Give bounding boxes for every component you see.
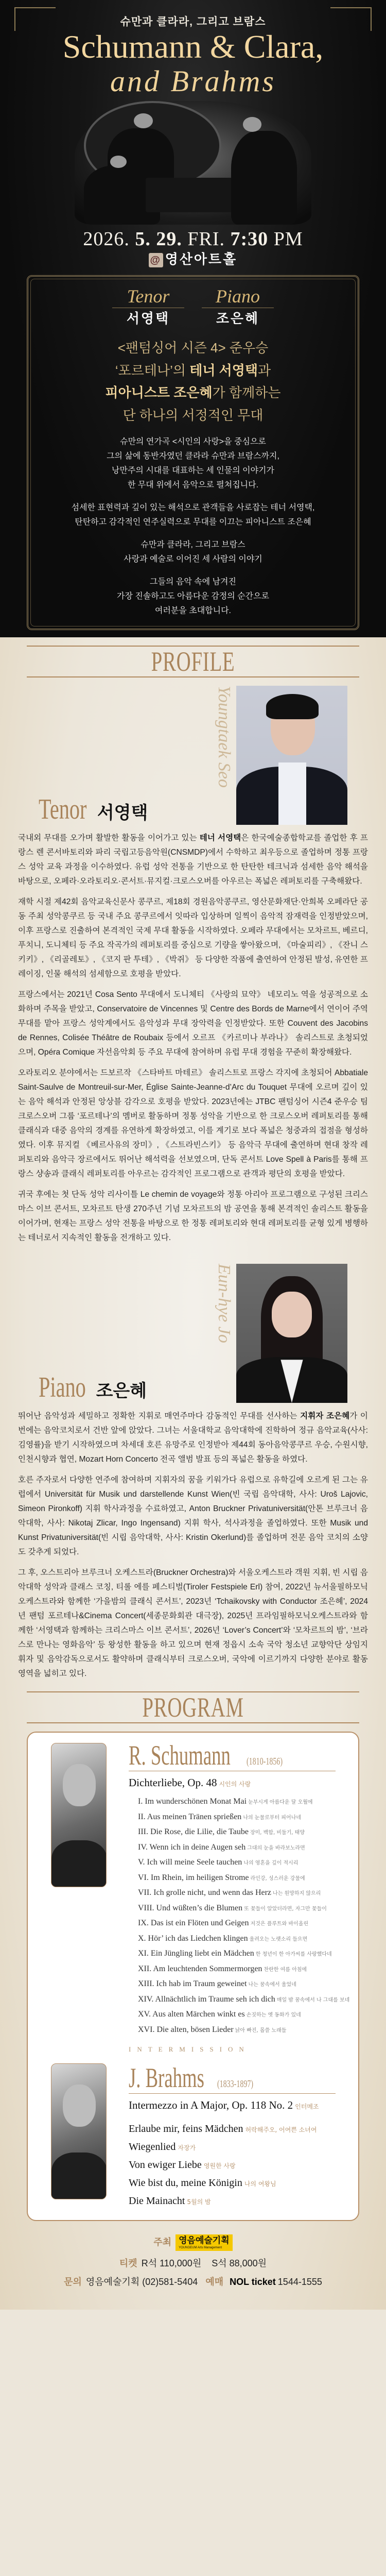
song-item: XII. Am leuchtenden Sommermorgen 찬란한 여름 아침에 <box>138 1964 307 1973</box>
ornament-corner-icon <box>14 7 56 31</box>
tenor-photo <box>236 686 347 825</box>
host-row: 주최 영음예술기획 YOUNGEUM Arts Management <box>0 2234 386 2251</box>
song-item: XIII. Ich hab im Traum geweinet 나는 꿈속에서 울었네 <box>138 1979 296 1988</box>
piano-signature: Eun-hye Jo <box>215 1264 234 1343</box>
poster-subtitle: 슈만과 클라라, 그리고 브람스 <box>120 16 266 28</box>
headline <box>28 337 358 427</box>
divider <box>129 2093 336 2094</box>
song-item: II. Aus meinen Tränen sprießen 나의 눈물로부터 피어나네 <box>138 1812 301 1821</box>
tenor-bio-paragraph: 귀국 후에는 첫 단독 성악 리사이틀 Le chemin de voyage와 정통 아리아 프로그램으로 구성된 크리스마스 이브 콘서트, 모차르트 탄생 270주년 기념 모차르트의 밤 공연을 통해 본격적인 솔리스트 활동을 이어가며, 현재는 프랑스 성악 전통을 바탕으로 한 정통 레퍼토리와 현대 레퍼토리를 균형 있게 병행하는 테너로서 지속적인 활동을 전개하고 있다. <box>18 1190 368 1242</box>
work-title: Dichterliebe, Op. 48 시인의 사랑 <box>129 1776 251 1789</box>
venue: @ 영산아트홀 <box>0 250 386 268</box>
song-item: XVI. Die alten, bösen Lieder 낡아 빠진, 몹쓸 노래들 <box>138 2025 287 2034</box>
tenor-bio-paragraph: 오라토리오 분야에서는 드보르작 《스타바트 마테르》 솔리스트로 프랑스 각지에 초청되어 Abbatiale Saint-Saulve de Montreuil-sur-Mer, Église Sainte-Jeanne-d’Arc du Touquet 무대에 오르며 깊이 있는 음악 해석과 안정된 앙상블 감각으로 호평을 받았다. 2023년에는 JTBC 팬텀싱어 시즌4 준우승 팀 크로스오버 그룹 ‘포르테나’의 멤버로 활동하며 정통 성악을 기반으로 한 크로스오버 레퍼토리를 통해 클래식과 대중 음악의 경계를 유연하게 확장하였고, 이를 계기로 보다 폭넓은 청중과의 접점을 형성하였다. 이후 뮤지컬 《베르사유의 장미》, 《스트라빈스키》 등 음악극 무대에 출연하며 현대 창작 레퍼토리와 음악극 장르에서도 뛰어난 해석력을 선보였으며, 단독 콘서트 Love Spell à Paris를 통해 프랑스 샹송과 클래식 레퍼토리를 아우르는 감각적인 프로그램으로 관객과 평단의 호평을 받았다. <box>18 1069 368 1178</box>
headline-line: 단 하나의 서정적인 무대 <box>122 407 264 423</box>
intro-paragraph: 섬세한 표현력과 깊이 있는 해석으로 관객들을 사로잡는 테너 서영택, 탄탄하고 감각적인 연주실력으로 무대를 이끄는 피아니스트 조은혜 <box>71 503 315 527</box>
piano-bio-paragraph: 호른 주자로서 다양한 연주에 참여하며 지휘자의 꿈을 키워가다 유럽으로 유학길에 오르게 된 그는 유럽에서 Universität für Musik und darstellende Kunst Wien(빈 국립 음악대학, 사사: Uroš Lajovic, Simeon Pironkoff) 지휘 학사과정을 수료하였고, Anton Bruckner Privatuniversität(안톤 브루크너 음악대학, 사사: Nikotaj Zlicar, Ingo Ingensand) 지휘 학사, 석사과정을 졸업하였다. 또한 Musik und Kunst Privatuniversität(빈 시립 음악대학, 사사: Kristin Okerlund)를 졸업하며 전문 음악 코치의 소양도 갖추게 되었다. <box>18 1476 368 1556</box>
piano-label: Piano <box>216 286 260 307</box>
tenor-bio-paragraph: 프랑스에서는 2021년 Cosa Sento 무대에서 도니체티 《사랑의 묘약》 네모리노 역을 성공적으로 소화하며 주목을 받았고, Conservatoire de Vincennes 및 Centre des Bords de Marne에서 연이어 주역 무대를 맡아 프랑스 성악계에서도 음악성과 무대 장악력을 인정받았다. 또한 Couvent des Jacobins de Rennes, Colisée Théâtre de Roubaix 등에서 오르프 《카르미나 부라나》 솔리스트로 초청되었으며, Opéra Comique 자선음악회 등 주요 무대에 참여하며 유럽 무대 경험을 꾸준히 확장해왔다. <box>18 990 368 1057</box>
piano-title: Piano 조은혜 <box>39 1371 147 1403</box>
poster-section <box>0 0 386 637</box>
piano-bio-paragraph: 뛰어난 음악성과 세밀하고 정확한 지휘로 매연주마다 감동적인 무대를 선사하는 지휘자 조은혜가 이번에는 음악코치로서 건반 앞에 앉았다. 그녀는 서울대학교 음악대학에 진학하여 정규 음악교육(사사:김영률)을 받기 시작하였으며 차세대 호른 유망주로 인정받아 제44회 동아음악콩쿠르 우승, 수원시향, 인천시향과 협연, Mozart Horn Concerto 전곡 앨범 발표 등의 폭넓은 활동을 하였다. <box>18 1412 369 1464</box>
headline-line: ‘포르테나’의 테너 서영택과 <box>115 362 271 378</box>
intro-paragraph: 슈만과 클라라, 그리고 브람스 사랑과 예술로 이어진 세 사람의 이야기 <box>124 540 262 564</box>
song-item: VIII. Und wüßten’s die Blumen 또 꽃들이 알았더라면, 자그만 꽃들이 <box>138 1903 327 1912</box>
headline-line: 피아니스트 조은혜가 함께하는 <box>105 385 281 400</box>
brahms-work-item: Von ewiger Liebe 영원한 사랑 <box>129 2159 236 2171</box>
song-item: III. Die Rose, die Lilie, die Taube 장미, 백합, 비둘기, 태양 <box>138 1827 305 1836</box>
brahms-work-item: Wiegenlied 자장가 <box>129 2141 196 2153</box>
contact-row: 문의 영음예술기획 (02)581-5404 예매 NOL ticket 1544-1555 <box>64 2277 322 2287</box>
brahms-work-list <box>129 2097 358 2211</box>
program-card <box>27 1732 359 2221</box>
ornate-frame <box>27 275 359 630</box>
brahms-work-item: Intermezzo in A Major, Op. 118 No. 2 인터메조 <box>129 2099 319 2111</box>
song-item: X. Hör’ ich das Liedchen klingen 울려오는 노랫소리 들으면 <box>138 1934 308 1943</box>
ticket-row: 티켓 R석 110,000원 S석 88,000원 <box>119 2258 267 2268</box>
piano-box <box>202 286 274 327</box>
performers-row <box>28 286 358 327</box>
intro-paragraph: 그들의 음악 속에 남겨진 가장 진솔하고도 아름다운 감정의 순간으로 여러분을 초대합니다. <box>117 578 269 615</box>
song-item: IV. Wenn ich in deine Augen seh 그대의 눈을 바라보노라면 <box>138 1842 305 1852</box>
brahms-heading: J. Brahms (1833-1897) <box>129 2062 253 2093</box>
concert-date: 2026. 5. 29. FRI. 7:30 PM <box>83 228 303 250</box>
piano-photo <box>236 1264 347 1403</box>
headline-line: <팬텀싱어 시즌 4> 준우승 <box>117 340 269 355</box>
schumann-portrait <box>51 1743 107 1887</box>
poster-title-script: and Brahms <box>110 64 276 98</box>
program-heading: PROGRAM <box>142 1692 244 1723</box>
brahms-work-item: Die Mainacht 5월의 밤 <box>129 2195 211 2207</box>
poster-title: Schumann & Clara, <box>62 28 324 65</box>
intermission-label: INTERMISSION <box>129 2045 250 2053</box>
tenor-bio-paragraph: 재학 시절 제42회 음악교육신문사 콩쿠르, 제18회 경원음악콩쿠르, 영산문화재단·안희복 오페라단 공동 주최 성악콩쿠르 등 국내 주요 콩쿠르에서 잇따라 입상하며 일찍이 음악적 잠재력을 인정받았으며, 이후 프랑스로 진출하여 본격적인 국제 무대 활동을 시작하였다. 오페라 무대에서는 모차르트, 베르디, 푸치니, 도니체티 등 주요 작곡가의 레퍼토리를 중심으로 기량을 쌓아왔으며, 《마술피리》, 《잔니 스키키》, 《리골레토》, 《코지 판 투테》, 《박쥐》 등 다양한 작품에 출연하여 안정된 발성, 유연한 프레이징, 인물 해석의 섬세함으로 호평을 받았다. <box>18 897 368 978</box>
nol-ticket-link[interactable]: NOL ticket <box>230 2277 276 2287</box>
tenor-label: Tenor <box>127 286 170 307</box>
piano-name: 조은혜 <box>216 311 260 326</box>
brahms-portrait <box>51 2063 107 2199</box>
ornament-corner-icon <box>330 7 372 31</box>
piano-header <box>0 1264 386 1403</box>
song-item: VI. Im Rhein, im heiligen Strome 라인강, 성스러운 강물에 <box>138 1873 305 1882</box>
song-item: XI. Ein Jüngling liebt ein Mädchen 한 청년이 한 아가씨를 사랑했다네 <box>138 1949 332 1958</box>
song-list <box>138 1794 358 2038</box>
brahms-block <box>129 2063 358 2211</box>
song-item: VII. Ich grolle nicht, und wenn das Herz 나는 원망하지 않으리 <box>138 1888 321 1897</box>
schumann-heading: R. Schumann (1810-1856) <box>129 1740 283 1771</box>
profile-heading: PROFILE <box>151 646 235 677</box>
tenor-bio-paragraph: 국내외 무대를 오가며 활발한 활동을 이어가고 있는 테너 서영택은 한국예술종합학교를 졸업한 후 프랑스 렌 콘서바토리와 파리 국립고등음악원(CNSMDP)에서 수학하고 최우등으로 졸업하며 정통 프랑스 성악 교육 과정을 이수하였다. 유럽 성악 전통을 기반으로 한 탄탄한 테크닉과 섬세한 음악 해석을 바탕으로, 오페라·오라토리오·콘서트·뮤지컬·크로스오버를 아우르는 폭넓은 레퍼토리를 구축해왔다. <box>18 834 368 886</box>
intro-paragraph: 슈만의 연가곡 <시인의 사랑>을 중심으로 그의 삶에 동반자였던 클라라 슈만과 브람스까지, 낭만주의 시대를 대표하는 세 인물의 이야기가 한 무대 위에서 음악으로 펼쳐집니다. <box>107 437 279 489</box>
song-item: XV. Aus alten Märchen winkt es 손짓하는 옛 동화가 있네 <box>138 2010 301 2019</box>
piano-bio-paragraph: 그 후, 오스트리아 브루크너 오케스트라(Bruckner Orchestra)와 서울오케스트라 객원 지휘, 빈 시립 음악대학 성악과 클래스 코칭, 티롤 에를 페스티벌(Tiroler Festspiele Erl) 참여, 2022년 뉴서울필하모닉오케스트라와 함께한 ‘가을밤의 클래식 콘서트’, 2023년 ‘Tchaikovsky with Conductor 조은혜’, 2024년 팬텀 포르테나&Cinema Concert(세종문화회관 대극장), 2025년 프라임필하모닉오케스트라와 함께한 ‘서영택과 함께하는 크리스마스 이브 콘서트’, 2026년 ‘Lover’s Concert’와 ‘모차르트의 밤’, ‘브라스로 만나는 영화음악’ 등 왕성한 활동을 하고 있으며 현재 정읍시 소속 국악 청소년 교향악단 상임지휘자 및 음악감독으로서도 활약하며 클래식부터 크로스오버, 국악에 이르기까지 다양한 분야로 활동영역을 넓히고 있다. <box>18 1568 368 1678</box>
spiral-logo-icon: @ <box>149 253 163 267</box>
song-item: XIV. Allnächtlich im Traume seh ich dich 매일 밤 꿈속에서 나 그대를 보네 <box>138 1994 350 2004</box>
tenor-name: 서영택 <box>126 311 170 326</box>
tenor-signature: Youngtaek Seo <box>215 686 234 788</box>
tenor-box <box>112 286 184 327</box>
profile-heading-box <box>27 646 359 677</box>
tenor-title: Tenor 서영택 <box>39 793 148 825</box>
program-heading-box <box>27 1691 359 1723</box>
footer <box>0 2221 386 2310</box>
song-item: V. Ich will meine Seele tauchen 나의 영혼을 깊이 적시리 <box>138 1858 299 1867</box>
song-item: IX. Das ist ein Flöten und Geigen 저것은 플루트와 바이올린 <box>138 1919 309 1927</box>
composers-photo <box>75 101 311 225</box>
brahms-work-item: Erlaube mir, feins Mädchen 허락해주오, 어여쁜 소녀여 <box>129 2123 317 2134</box>
brahms-work-item: Wie bist du, meine Königin 나의 여왕님 <box>129 2177 276 2189</box>
tenor-header <box>0 686 386 825</box>
song-item: I. Im wunderschönen Monat Mai 눈부시게 아름다운 달 오월에 <box>138 1797 313 1806</box>
youngeum-logo: 영음예술기획 YOUNGEUM Arts Management <box>176 2234 233 2251</box>
paper-background <box>0 637 386 2310</box>
